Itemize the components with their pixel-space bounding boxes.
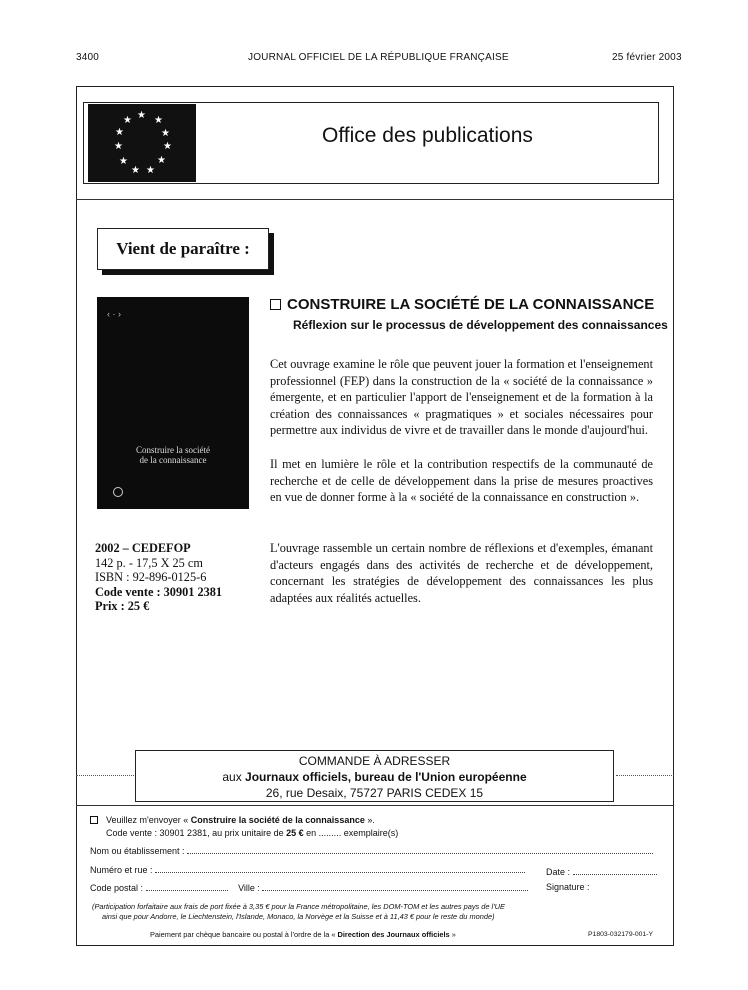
description-paragraph-1: Cet ouvrage examine le rôle que peuvent jouer la formation et l'enseignement professionnel (FEP) dans la construction de la « société de la connaissance » émergente, et en particulier l'apport de l'enseignement et de la formation à la création des connaissances « pragmatiques » et sociales nécessaires pour permettre aux individus de vivre et de travailler dans le monde d'aujourd'hui.	[270, 357, 653, 437]
cover-title-line2: de la connaissance	[139, 455, 207, 465]
issue-date: 25 février 2003	[612, 52, 682, 63]
code-vente: Code vente : 30901 2381	[95, 584, 223, 599]
book-details	[95, 541, 222, 614]
reference-code: P1803-032179-001-Y	[588, 931, 653, 938]
name-label: Nom ou établissement :	[90, 846, 185, 856]
divider	[76, 805, 674, 806]
book-title	[270, 296, 654, 313]
page-number: 3400	[76, 52, 100, 63]
date-field-row	[546, 866, 657, 878]
year-publisher: 2002 – CEDEFOP	[95, 541, 191, 555]
shipping-note	[92, 902, 662, 922]
name-field-row	[90, 845, 662, 857]
format: 142 p. - 17,5 X 25 cm	[95, 555, 203, 570]
cover-title-line1: Construire la société	[136, 445, 210, 455]
divider	[76, 199, 674, 200]
payment-note: Paiement par chèque bancaire ou postal à l'ordre de la « Direction des Journaux officiels »	[150, 930, 456, 939]
description-paragraph-2: Il met en lumière le rôle et la contribution respectifs de la communauté de recherche et de celle de développement dans la prise de mesures proactives en vue de donner forme à la « société de la connaissance en construction ».	[270, 457, 653, 504]
postal-field-row	[90, 882, 528, 894]
book-cover	[97, 297, 249, 509]
order-address: 26, rue Desaix, 75727 PARIS CEDEX 15	[265, 786, 484, 800]
name-field[interactable]	[187, 845, 653, 854]
cover-title	[97, 445, 249, 465]
cut-line-left	[76, 775, 134, 776]
city-label: Ville :	[238, 883, 260, 893]
isbn: ISBN : 92-896-0125-6	[95, 570, 207, 584]
cover-mark-icon: ‹ · ›	[107, 309, 121, 319]
order-code-line: Code vente : 30901 2381, au prix unitaire de 25 € en ......... exemplaire(s)	[106, 828, 399, 838]
street-label: Numéro et rue :	[90, 865, 153, 875]
new-release-label: Vient de paraître :	[97, 228, 269, 270]
postal-field[interactable]	[146, 882, 228, 891]
street-field-row	[90, 864, 525, 876]
date-field[interactable]	[573, 866, 657, 875]
city-field[interactable]	[262, 882, 528, 891]
book-title-text: CONSTRUIRE LA SOCIÉTÉ DE LA CONNAISSANCE	[287, 296, 655, 313]
order-checkbox[interactable]	[90, 816, 98, 824]
checkbox-icon	[270, 299, 281, 310]
date-label: Date :	[546, 867, 571, 877]
eu-flag-icon: ★ ★ ★ ★ ★ ★ ★ ★ ★ ★ ★	[88, 104, 196, 182]
shipping-note-line2: ainsi que pour Andorre, le Liechtenstein, l'Islande, Monaco, la Norvège et la Suisse et à 11,43 € pour le reste du monde)	[102, 912, 495, 921]
order-request-line: Veuillez m'envoyer « Construire la société de la connaissance ».	[90, 815, 375, 826]
order-heading: COMMANDE À ADRESSER	[298, 754, 451, 768]
prix: Prix : 25 €	[95, 599, 150, 613]
cedefop-logo-icon	[113, 487, 123, 497]
postal-label: Code postal :	[90, 883, 144, 893]
order-recipient: aux Journaux officiels, bureau de l'Union européenne	[222, 770, 527, 784]
order-address-box	[135, 750, 614, 802]
signature-label: Signature :	[546, 882, 590, 892]
journal-title: JOURNAL OFFICIEL DE LA RÉPUBLIQUE FRANÇAISE	[248, 52, 509, 63]
cut-line-right	[616, 775, 674, 776]
shipping-note-line1: (Participation forfaitaire aux frais de port fixée à 3,35 € pour la France métropolitaine, les DOM-TOM et les autres pays de l'UE	[92, 902, 505, 911]
description-paragraph-3: L'ouvrage rassemble un certain nombre de réflexions et d'exemples, émanant d'acteurs engagés dans des activités de recherche et de développement, concernant les stratégies de développement des connaissances les plus adaptées aux réalités actuelles.	[270, 541, 653, 605]
publisher-name: Office des publications	[322, 124, 533, 147]
book-subtitle: Réflexion sur le processus de développement des connaissances	[293, 318, 668, 332]
street-field[interactable]	[155, 864, 525, 873]
